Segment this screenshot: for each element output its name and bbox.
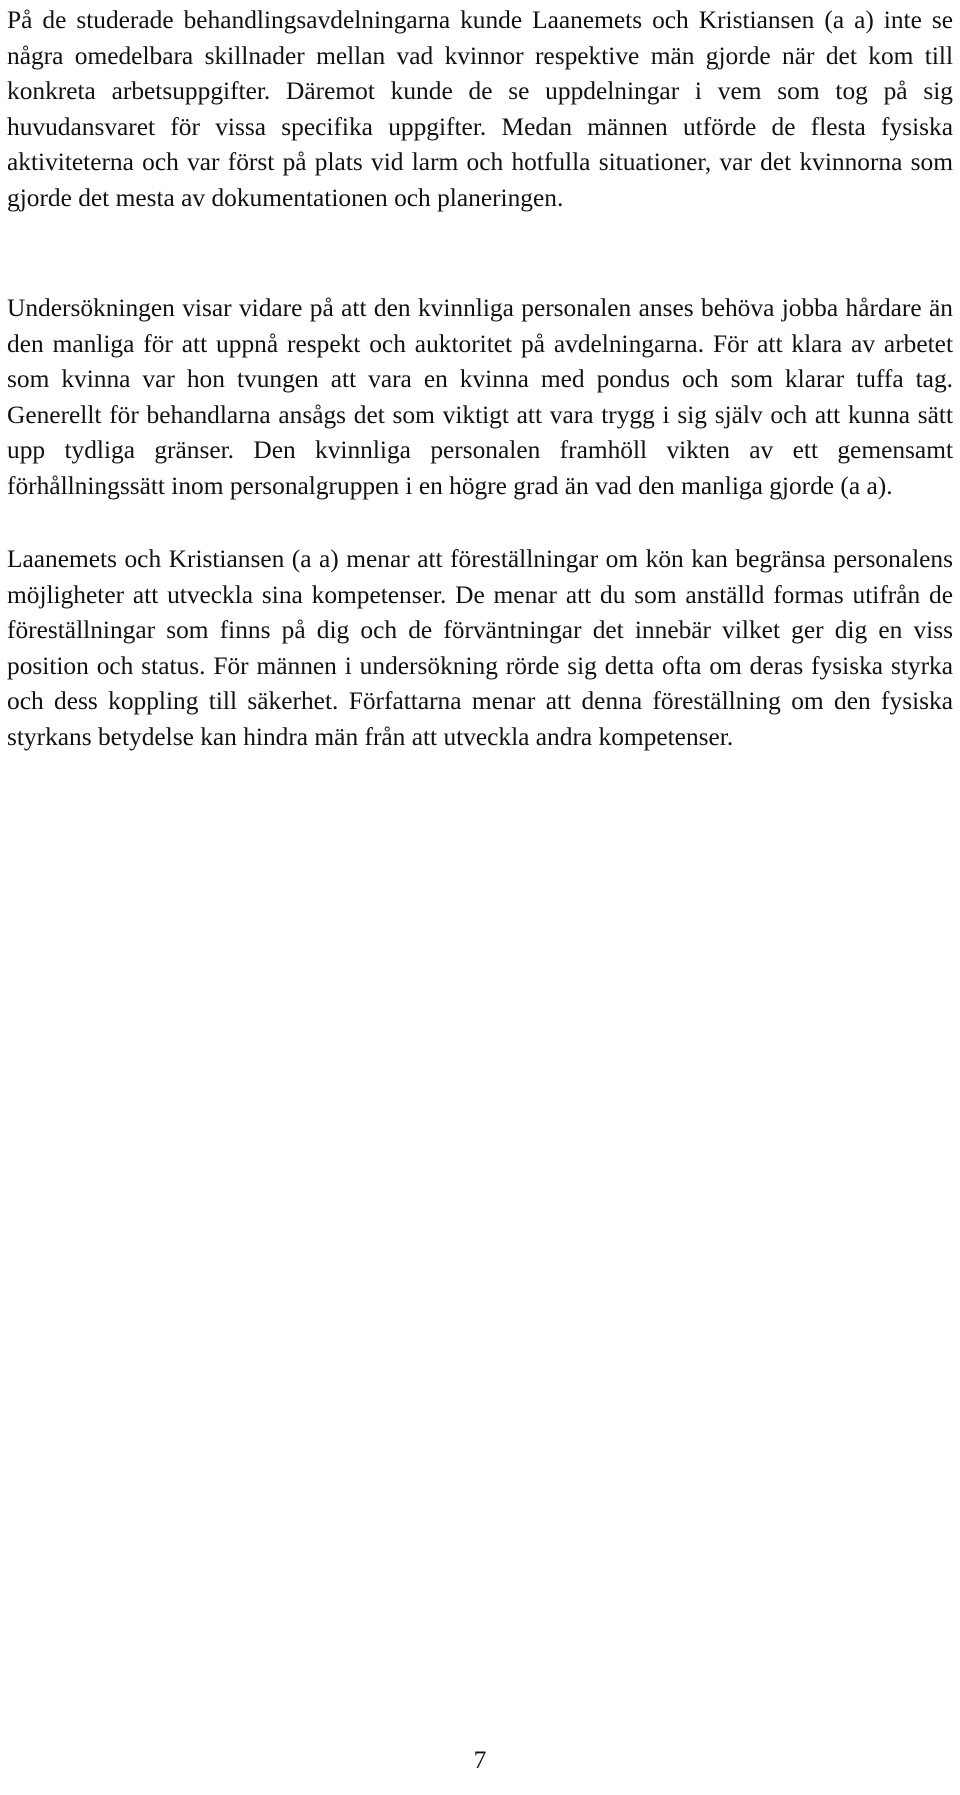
paragraph-1: På de studerade behandlingsavdelningarna kunde Laanemets och Kristiansen (a a) inte se några omedelbara skillnader mellan vad kvinnor respektive män gjorde när det kom till konkreta arbetsuppgifter. Däremot kunde de se uppdelningar i vem som tog på sig huvudansvaret för vissa specifika uppgifter. Medan männen utförde de flesta fysiska aktiviteterna och var först på plats vid larm och hotfulla situationer, var det kvinnorna som gjorde det mesta av dokumentationen och planeringen. <box>7 6 953 212</box>
paragraph-2: Undersökningen visar vidare på att den kvinnliga personalen anses behöva jobba hårdare än den manliga för att uppnå respekt och auktoritet på avdelningarna. För att klara av arbetet som kvinna var hon tvungen att vara en kvinna med pondus och som klarar tuffa tag. Generellt för behandlarna ansågs det som viktigt att vara trygg i sig själv och att kunna sätt upp tydliga gränser. Den kvinnliga personalen framhöll vikten av ett gemensamt förhållningssätt inom personalgruppen i en högre grad än vad den manliga gjorde (a a). <box>7 294 953 500</box>
page-number: 7 <box>473 1746 487 1774</box>
paragraph-3: Laanemets och Kristiansen (a a) menar att föreställningar om kön kan begränsa personalens möjligheter att utveckla sina kompetenser. De menar att du som anställd formas utifrån de föreställningar som finns på dig och de förväntningar det innebär vilket ger dig en viss position och status. För männen i undersökning rörde sig detta ofta om deras fysiska styrka och dess koppling till säkerhet. Författarna menar att denna föreställning om den fysiska styrkans betydelse kan hindra män från att utveckla andra kompetenser. <box>7 545 953 751</box>
